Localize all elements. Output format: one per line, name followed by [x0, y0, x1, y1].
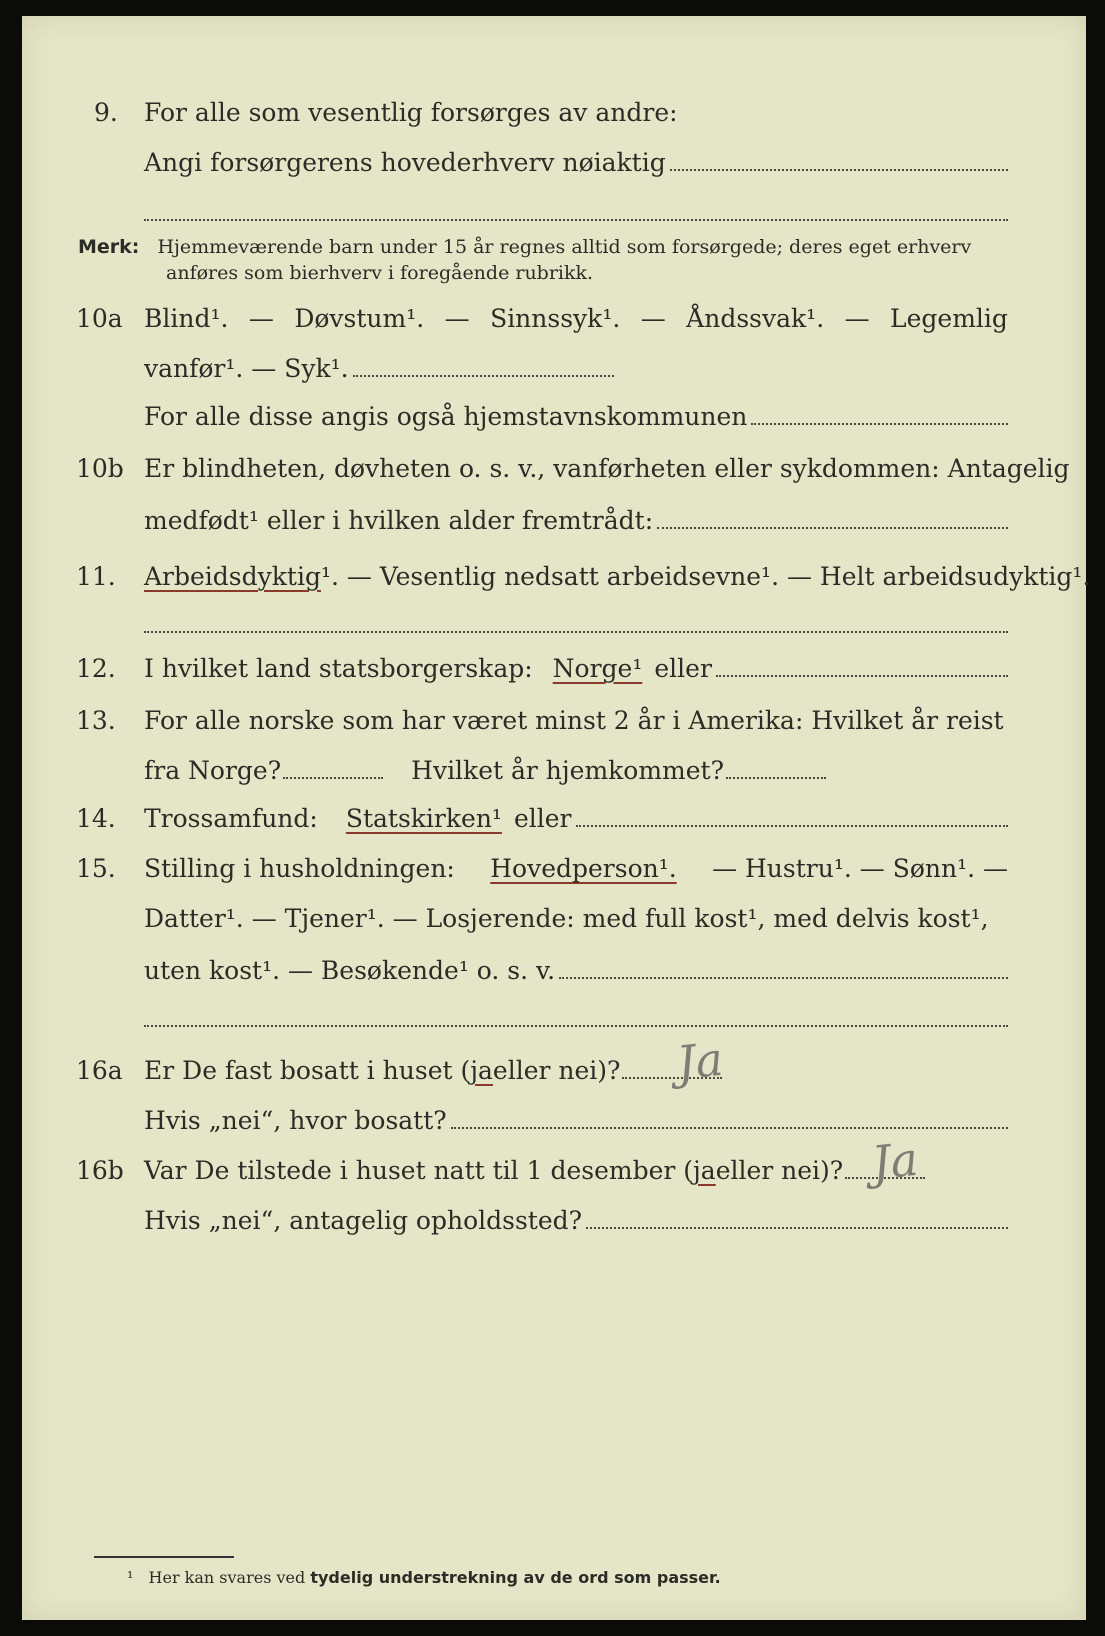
q16b-text-2: Hvis „nei“, antagelig opholdssted?	[144, 1206, 583, 1235]
footnote-rule	[94, 1556, 234, 1558]
q15-line1	[144, 854, 1008, 883]
q10a-opt-blind: Blind¹.	[144, 304, 229, 333]
q10a-dash-4: —	[844, 304, 870, 333]
q16b-handwritten-answer: Ja	[869, 1131, 921, 1191]
footnote-text: Her kan svares ved	[148, 1568, 306, 1587]
q10b-answer-field[interactable]	[657, 526, 1008, 529]
q10a-dash-3: —	[640, 304, 666, 333]
q13-reist-field[interactable]	[283, 776, 383, 779]
q10b-text-2: medfødt¹ eller i hvilken alder fremtrådt:	[144, 506, 654, 535]
q16b-line1	[144, 1156, 931, 1185]
q15-line3	[144, 956, 1008, 985]
q14-line	[144, 804, 1008, 833]
q10a-opt-sinnssyk: Sinnssyk¹.	[490, 304, 621, 333]
footnote	[127, 1568, 721, 1587]
census-form-page	[22, 16, 1091, 1620]
merk-text-2: anføres som bierhverv i foregående rubrikk.	[166, 262, 594, 284]
q11-rest: ¹. — Vesentlig nedsatt arbeidsevne¹. — Helt arbeidsudyktig¹.	[320, 562, 1091, 591]
q13-text-2a: fra Norge?	[144, 756, 282, 785]
q12-answer-field[interactable]	[716, 674, 1008, 677]
q16b-number: 16b	[76, 1156, 124, 1185]
q13-text-2b: Hvilket år hjemkommet?	[411, 756, 725, 785]
q15-text-2: Datter¹. — Tjener¹. — Losjerende: med full kost¹, med delvis kost¹,	[144, 904, 989, 933]
q14-answer-field[interactable]	[576, 824, 1009, 827]
q16a-bosatt-field[interactable]	[451, 1126, 1008, 1129]
q12-line	[144, 654, 1008, 683]
q10a-answer-field[interactable]	[353, 374, 614, 377]
q15-answer-field[interactable]	[559, 976, 1008, 979]
q15-answer-line[interactable]	[144, 1024, 1008, 1027]
q13-text-1: For alle norske som har været minst 2 år i Amerika: Hvilket år reist	[144, 706, 1004, 735]
q10b-number: 10b	[76, 454, 124, 483]
q16a-line1	[144, 1056, 728, 1085]
q10a-number: 10a	[76, 304, 123, 333]
q11-line1	[144, 562, 1090, 591]
q14-text-post: eller	[513, 804, 572, 833]
q15-line2	[144, 904, 989, 933]
q15-text-pre: Stilling i husholdningen:	[144, 854, 455, 883]
q11-answer-line[interactable]	[144, 630, 1008, 633]
q10a-opt-dovstum: Døvstum¹.	[294, 304, 425, 333]
q15-text-rest: — Hustru¹. — Sønn¹. —	[712, 854, 1008, 883]
q9-line1	[144, 98, 678, 127]
q9-text-2: Angi forsørgerens hovederhverv nøiaktig	[144, 148, 666, 177]
q9-line2	[144, 148, 1008, 177]
q10b-line1	[144, 454, 1070, 483]
q12-number: 12.	[76, 654, 116, 683]
q15-opt-hovedperson-underlined[interactable]: Hovedperson¹.	[490, 854, 677, 883]
q12-text-post: eller	[654, 654, 712, 683]
q13-number: 13.	[76, 706, 116, 735]
q16b-opt-ja-underlined[interactable]: ja	[693, 1156, 716, 1185]
q9-number: 9.	[94, 98, 118, 127]
merk-line1	[78, 236, 971, 258]
footnote-bold-text: tydelig understrekning av de ord som passer.	[310, 1568, 721, 1587]
q16a-handwritten-answer: Ja	[674, 1031, 726, 1091]
q13-line1	[144, 706, 1004, 735]
q10a-line3	[144, 402, 1008, 431]
q11-opt-arbeidsdyktig-underlined[interactable]: Arbeidsdyktig	[144, 562, 321, 591]
q15-number: 15.	[76, 854, 116, 883]
q13-hjemkommet-field[interactable]	[726, 776, 826, 779]
q10a-dash-2: —	[444, 304, 470, 333]
merk-text-1: Hjemmeværende barn under 15 år regnes alltid som forsørgede; deres eget erhverv	[157, 236, 972, 258]
q10a-hjemstavn-field[interactable]	[751, 422, 1008, 425]
q16a-text-post: eller nei)?	[492, 1056, 621, 1085]
q16b-line2	[144, 1206, 1008, 1235]
q9-text-1: For alle som vesentlig forsørges av andre:	[144, 98, 678, 127]
q16b-opholdssted-field[interactable]	[586, 1226, 1008, 1229]
q16a-line2	[144, 1106, 1008, 1135]
q16a-text-2: Hvis „nei“, hvor bosatt?	[144, 1106, 447, 1135]
q12-opt-norge-underlined[interactable]: Norge¹	[552, 654, 643, 683]
merk-line2	[166, 262, 593, 284]
q10a-text-2: vanfør¹. — Syk¹.	[144, 354, 349, 383]
q10a-text-3: For alle disse angis også hjemstavnskommunen	[144, 402, 748, 431]
q11-number: 11.	[76, 562, 116, 591]
q16a-text-pre: Er De fast bosatt i huset (	[144, 1056, 471, 1085]
q10b-line2	[144, 506, 1008, 535]
q16b-text-pre: Var De tilstede i huset natt til 1 desember (	[144, 1156, 694, 1185]
q10a-opt-andssvak: Åndssvak¹.	[686, 304, 825, 333]
q14-number: 14.	[76, 804, 116, 833]
q9-answer-line-2[interactable]	[144, 218, 1008, 221]
q10a-line2	[144, 354, 614, 383]
q10b-text-1: Er blindheten, døvheten o. s. v., vanførheten eller sykdommen: Antagelig	[144, 454, 1070, 483]
q10a-dash-1: —	[248, 304, 274, 333]
q14-opt-statskirken-underlined[interactable]: Statskirken¹	[345, 804, 502, 833]
q10a-line1	[144, 304, 1008, 333]
q9-answer-field[interactable]	[670, 168, 1008, 171]
q15-text-3: uten kost¹. — Besøkende¹ o. s. v.	[144, 956, 556, 985]
footnote-mark: ¹	[127, 1568, 134, 1587]
q14-text-pre: Trossamfund:	[144, 804, 318, 833]
q10a-opt-legemlig: Legemlig	[890, 304, 1008, 333]
q13-line2	[144, 756, 832, 785]
q16a-number: 16a	[76, 1056, 123, 1085]
q16b-text-post: eller nei)?	[715, 1156, 844, 1185]
merk-label: Merk:	[78, 236, 140, 258]
q16a-opt-ja-underlined[interactable]: ja	[470, 1056, 493, 1085]
q12-text-pre: I hvilket land statsborgerskap:	[144, 654, 533, 683]
